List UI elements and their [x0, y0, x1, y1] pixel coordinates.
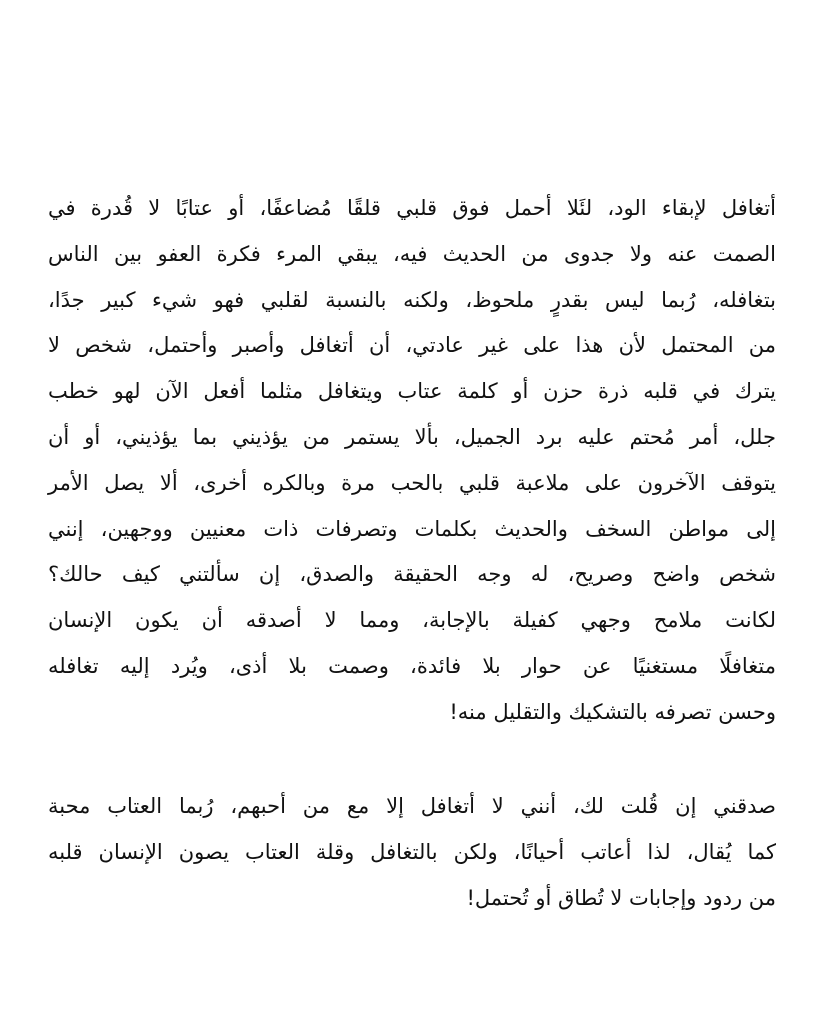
text-line: يتوقف الآخرون على ملاعبة قلبي بالحب مرة وبالكره أخرى، ألا يصل الأمر	[48, 470, 776, 495]
text-line: صدقني إن قُلت لك، أنني لا أتغافل إلا مع من أحبهم، رُبما العتاب محبة	[48, 794, 776, 818]
text-line: يترك في قلبه ذرة حزن أو كلمة عتاب ويتغافل مثلما أفعل الآن لهو خطب	[48, 379, 776, 404]
text-line: من المحتمل لأن هذا على غير عادتي، أن أتغافل وأصبر وأحتمل، شخص لا	[48, 333, 776, 358]
text-line: بتغافله، رُبما ليس بقدرٍ ملحوظ، ولكنه بالنسبة لقلبي فهو شيء كبير جدًا،	[48, 287, 776, 312]
paragraph-1	[48, 186, 776, 736]
text-line: كما يُقال، لذا أعاتب أحيانًا، ولكن بالتغافل وقلة العتاب يصون الإنسان قلبه	[48, 839, 776, 864]
text-line: متغافلًا مستغنيًا عن حوار بلا فائدة، وصمت بلا أذى، ويُرد إليه تغافله	[48, 653, 776, 678]
text-line: شخص واضح وصريح، له وجه الحقيقة والصدق، إن سألتني كيف حالك؟	[48, 562, 776, 587]
text-line: جلل، أمر مُحتم عليه برد الجميل، بألا يستمر من يؤذيني بما يؤذيني، أو أن	[48, 424, 776, 449]
text-line: أتغافل لإبقاء الود، لئَلا أحمل فوق قلبي قلقًا مُضاعفًا، أو عتابًا لا قُدرة في	[48, 196, 776, 220]
text-line: وحسن تصرفه بالتشكيك والتقليل منه!	[449, 699, 776, 724]
paragraph-2	[48, 784, 776, 921]
text-line: من ردود وإجابات لا تُطاق أو تُحتمل!	[466, 885, 776, 910]
text-line: لكانت ملامح وجهي كفيلة بالإجابة، ومما لا أصدقه أن يكون الإنسان	[48, 608, 776, 633]
text-line: الصمت عنه ولا جدوى من الحديث فيه، يبقي المرء فكرة العفو بين الناس	[48, 241, 776, 266]
text-line: إلى مواطن السخف والحديث بكلمات وتصرفات ذات معنيين ووجهين، إنني	[48, 516, 776, 541]
